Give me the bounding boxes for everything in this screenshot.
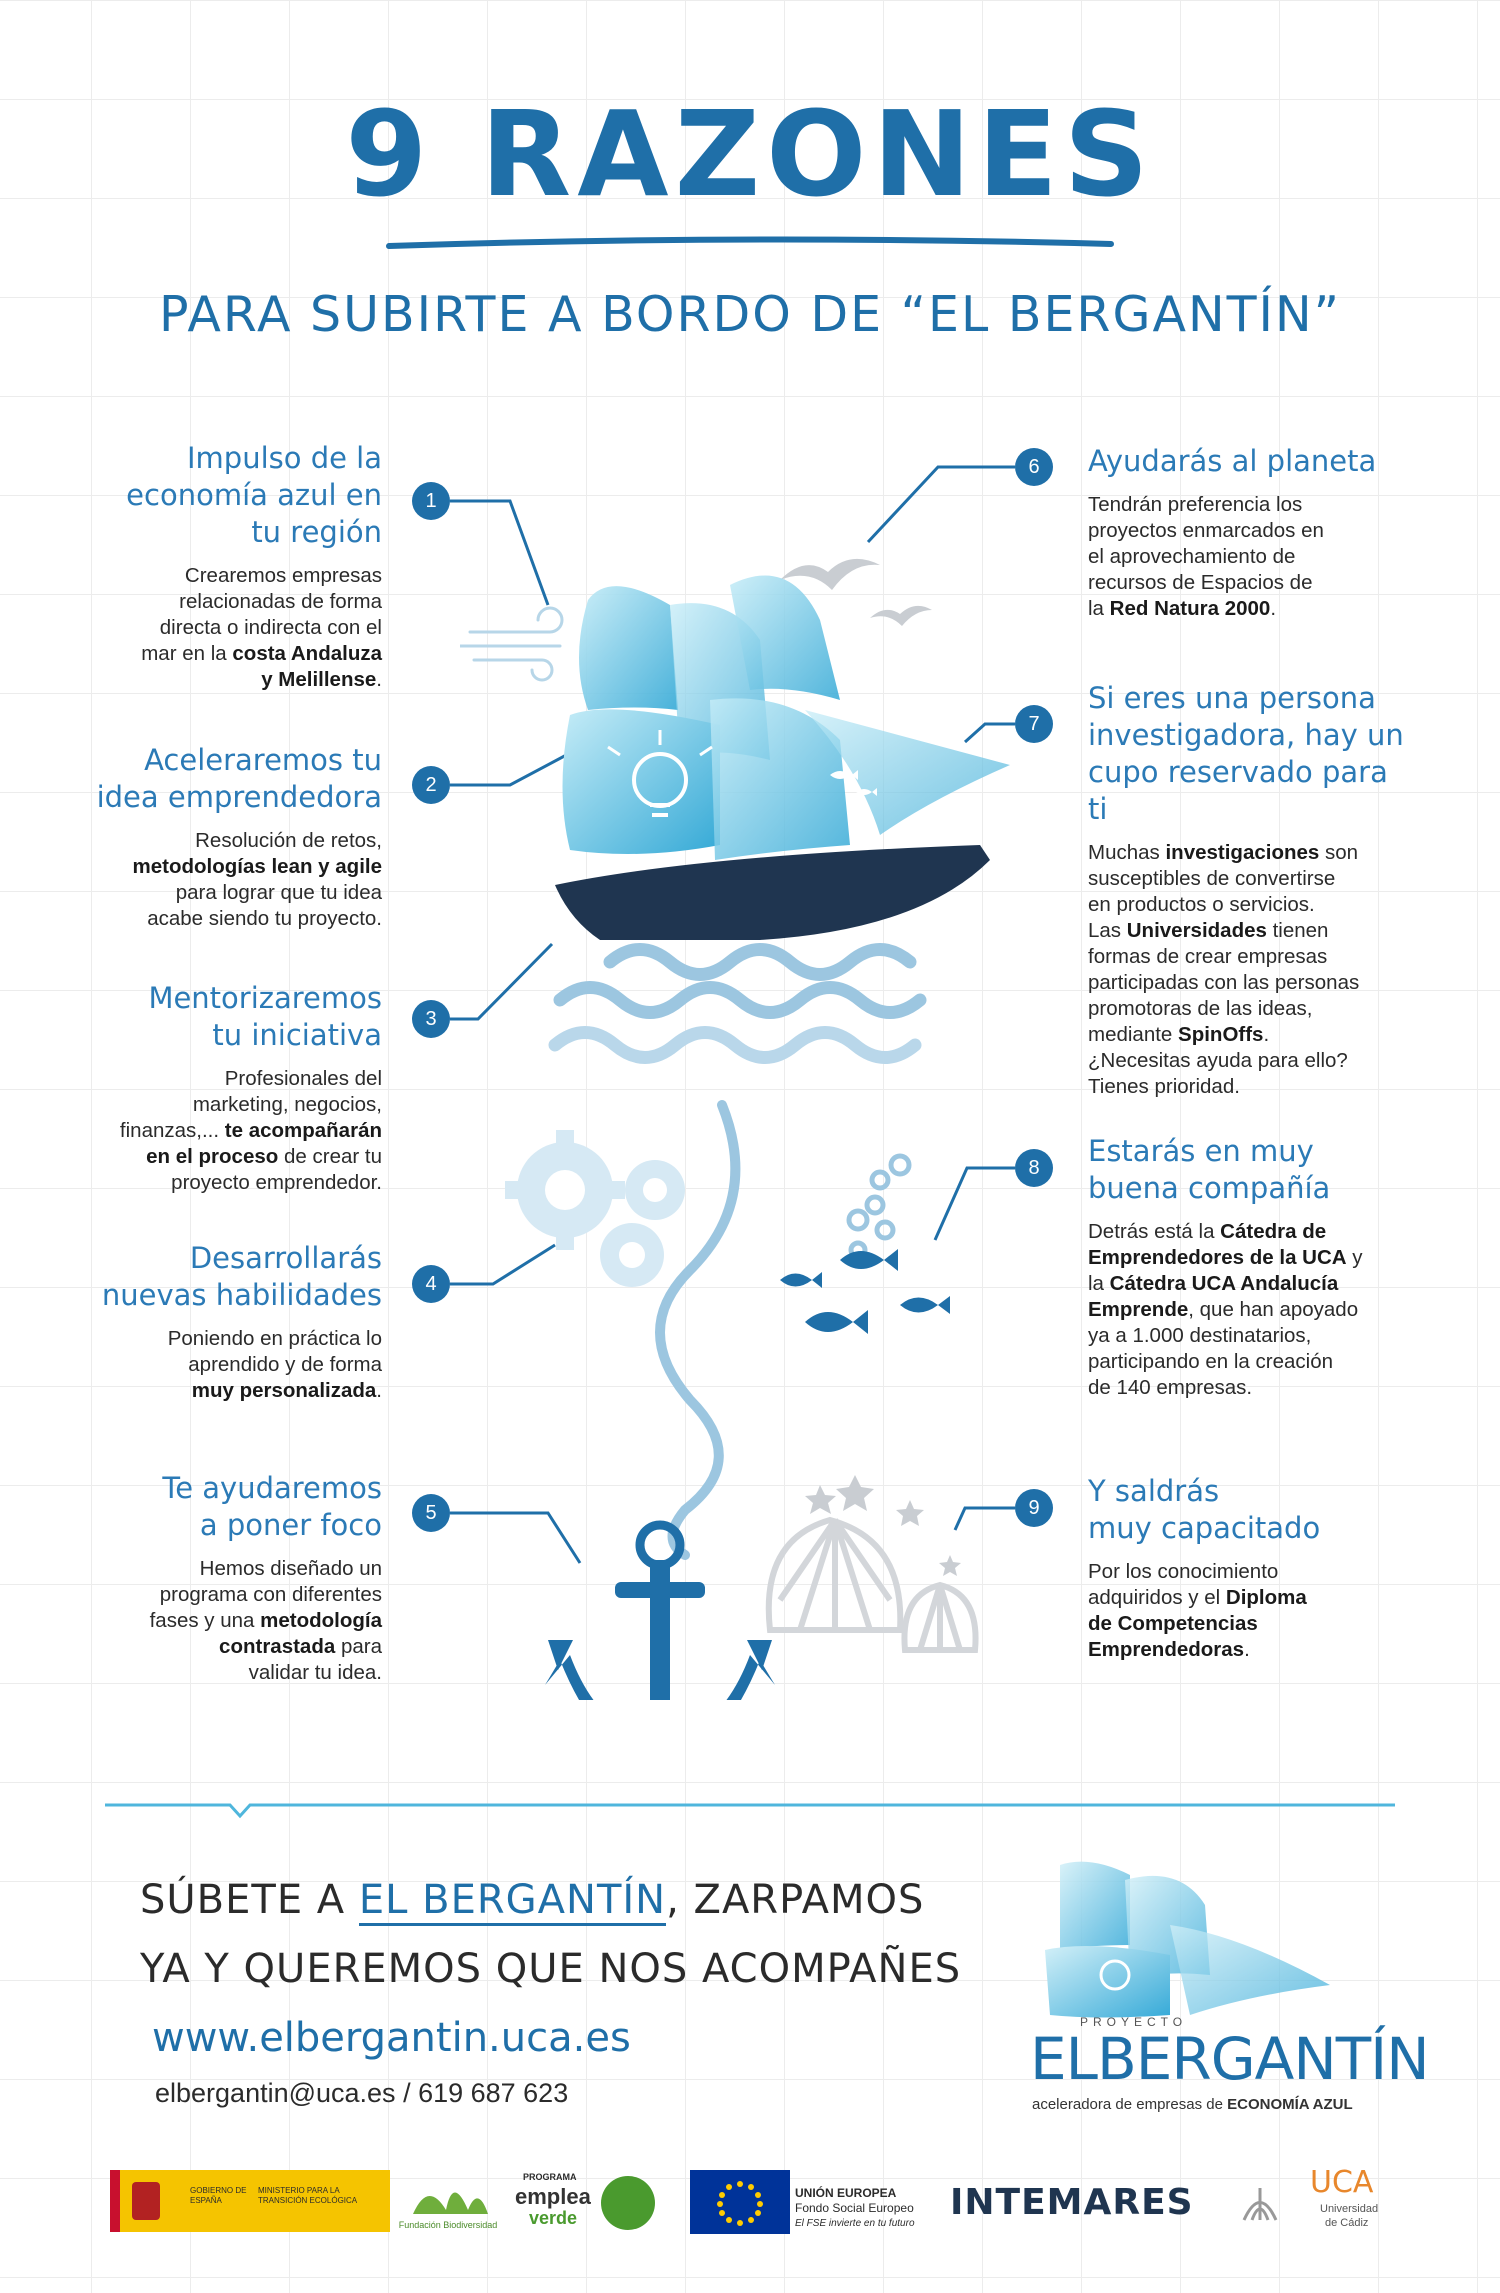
reason-text-line: Detrás está la Cátedra de xyxy=(1088,1220,1327,1243)
reason-text-line: Emprendedores de la UCA y xyxy=(1088,1246,1363,1269)
badge-3: 3 xyxy=(412,1000,450,1038)
reason-text-line: proyectos enmarcados en xyxy=(1088,519,1324,542)
reason-text-line: relacionadas de forma xyxy=(179,590,382,613)
badge-5: 5 xyxy=(412,1494,450,1532)
brand-logo-ship xyxy=(1030,1855,1360,2020)
badge-4: 4 xyxy=(412,1265,450,1303)
reason-title-line: Desarrollarás xyxy=(189,1241,382,1275)
reason-text-line: en el proceso de crear tu xyxy=(146,1145,382,1168)
gears-icon xyxy=(505,1130,685,1287)
logo-ue-tagline: El FSE invierte en tu futuro xyxy=(795,2218,915,2229)
reason-text-line: el aprovechamiento de xyxy=(1088,545,1296,568)
contact-info[interactable]: elbergantin@uca.es / 619 687 623 xyxy=(155,2078,569,2108)
reason-text-line: programa con diferentes xyxy=(159,1583,382,1606)
reason-text-line: la Cátedra UCA Andalucía xyxy=(1088,1272,1339,1295)
logo-uca: UCA xyxy=(1310,2165,1374,2200)
reason-title-line: Ayudarás al planeta xyxy=(1088,444,1377,478)
brand-proyecto: PROYECTO xyxy=(1080,2015,1188,2029)
reason-text-line: Hemos diseñado un xyxy=(199,1557,382,1580)
reason-text-line: Por los conocimiento xyxy=(1088,1560,1279,1583)
reason-text-line: Muchas investigaciones son xyxy=(1088,841,1359,864)
reason-text-line: Resolución de retos, xyxy=(195,829,382,852)
badge-2: 2 xyxy=(412,766,450,804)
logo-gobierno: GOBIERNO DE ESPAÑA MINISTERIO PARA LA TRANSICIÓN ECOLÓGICA xyxy=(110,2170,390,2232)
anchor-icon xyxy=(545,1525,775,1700)
reason-title-line: buena compañía xyxy=(1088,1171,1331,1205)
page-subtitle: PARA SUBIRTE A BORDO DE “EL BERGANTÍN” xyxy=(158,286,1342,343)
reason-text-line: mediante SpinOffs. xyxy=(1088,1023,1270,1046)
reason-title-line: muy capacitado xyxy=(1088,1511,1321,1545)
badge-7: 7 xyxy=(1015,705,1053,743)
reason-text-line: promotoras de las ideas, xyxy=(1088,997,1313,1020)
reason-text-line: contrastada para xyxy=(219,1635,382,1658)
leaf-icon xyxy=(601,2176,655,2230)
reason-title-line: nuevas habilidades xyxy=(101,1278,382,1312)
reason-title-line: Y saldrás xyxy=(1088,1474,1220,1508)
reason-text-line: participando en la creación xyxy=(1088,1350,1334,1373)
reason-title-line: cupo reservado para ti xyxy=(1088,755,1388,826)
logo-ue-subtitle: Fondo Social Europeo xyxy=(795,2201,914,2215)
reason-text-line: para lograr que tu idea xyxy=(175,881,382,904)
reason-title-line: economía azul en xyxy=(126,478,382,512)
reason-title-line: Impulso de la xyxy=(186,441,382,475)
reason-text-line: Crearemos empresas xyxy=(184,564,382,587)
reason-text-line: de 140 empresas. xyxy=(1088,1376,1253,1399)
logo-ue-title: UNIÓN EUROPEA xyxy=(795,2186,897,2200)
reason-text-line: mar en la costa Andaluza xyxy=(141,642,382,665)
reason-title-line: tu región xyxy=(251,515,382,549)
shells-icon xyxy=(769,1520,976,1650)
reason-text-line: Las Universidades tienen xyxy=(1088,919,1329,942)
uca-emblem-icon xyxy=(1240,2180,1280,2225)
badge-6: 6 xyxy=(1015,448,1053,486)
central-illustration xyxy=(460,500,1020,1700)
coat-of-arms-icon xyxy=(132,2182,160,2220)
reason-text-line: y Melillense. xyxy=(261,668,382,691)
brand-name: ELBERGANTÍN xyxy=(1030,2025,1429,2093)
fish-icon xyxy=(780,1249,950,1334)
logo-fundacion-biodiversidad: Fundación Biodiversidad xyxy=(398,2170,498,2232)
ship-icon xyxy=(555,576,1010,940)
reason-title-line: investigadora, hay un xyxy=(1088,718,1404,752)
wind-icon xyxy=(460,608,562,680)
reason-text-line: formas de crear empresas xyxy=(1088,945,1328,968)
footer-divider xyxy=(105,1795,1395,1825)
reason-title-line: Te ayudaremos xyxy=(162,1471,382,1505)
reason-title-line: Si eres una persona xyxy=(1088,681,1376,715)
reason-text-line: ya a 1.000 destinatarios, xyxy=(1088,1324,1312,1347)
reason-text-line: fases y una metodología xyxy=(149,1609,382,1632)
badge-1: 1 xyxy=(412,482,450,520)
reason-text-line: metodologías lean y agile xyxy=(132,855,382,878)
reason-text-line: ¿Necesitas ayuda para ello? xyxy=(1088,1049,1348,1072)
footer-headline-1: SÚBETE A EL BERGANTÍN, ZARPAMOS xyxy=(140,1880,924,1920)
reason-text-line: acabe siendo tu proyecto. xyxy=(147,907,382,930)
logo-uca-sub1: Universidad xyxy=(1320,2203,1379,2215)
reason-text-line: Tendrán preferencia los xyxy=(1088,493,1303,516)
reason-text-line: muy personalizada. xyxy=(191,1379,382,1402)
badge-8: 8 xyxy=(1015,1149,1053,1187)
reason-title-line: a poner foco xyxy=(199,1508,382,1542)
reason-text-line: en productos o servicios. xyxy=(1088,893,1315,916)
bubbles-icon xyxy=(849,1156,909,1257)
brand-tagline: aceleradora de empresas de ECONOMÍA AZUL xyxy=(1032,2096,1353,2113)
reason-text-line: marketing, negocios, xyxy=(192,1093,382,1116)
reason-text-line: proyecto emprendedor. xyxy=(171,1171,382,1194)
reason-text-line: adquiridos y el Diploma xyxy=(1088,1586,1307,1609)
reason-text-line: Profesionales del xyxy=(224,1067,382,1090)
reason-text-line: participadas con las personas xyxy=(1088,971,1360,994)
logo-intemares: INTEMARES xyxy=(950,2182,1194,2223)
reason-text-line: de Competencias xyxy=(1088,1612,1258,1635)
reason-text-line: recursos de Espacios de xyxy=(1088,571,1313,594)
footer-highlight: EL BERGANTÍN xyxy=(359,1877,666,1926)
reason-text-line: directa o indirecta con el xyxy=(159,616,382,639)
reason-title-line: Aceleraremos tu xyxy=(144,743,382,777)
logo-uca-sub2: de Cádiz xyxy=(1325,2217,1369,2229)
eu-flag-icon xyxy=(690,2170,790,2234)
reason-text-line: Emprendedoras. xyxy=(1088,1638,1250,1661)
reason-text-line: susceptibles de convertirse xyxy=(1088,867,1336,890)
reason-text-line: aprendido y de forma xyxy=(188,1353,382,1376)
reason-text-line: la Red Natura 2000. xyxy=(1088,597,1277,620)
reason-title-line: idea emprendedora xyxy=(96,780,382,814)
logo-emplea-verde: PROGRAMA emplea verde xyxy=(515,2172,665,2232)
reason-title-line: Mentorizaremos xyxy=(148,981,382,1015)
reason-text-line: Emprende, que han apoyado xyxy=(1088,1298,1359,1321)
grass-icon xyxy=(398,2170,498,2216)
reason-text-line: Poniendo en práctica lo xyxy=(167,1327,382,1350)
reason-title-line: Estarás en muy xyxy=(1088,1134,1314,1168)
reason-text-line: validar tu idea. xyxy=(248,1661,382,1684)
reason-text-line: finanzas,... te acompañarán xyxy=(119,1119,382,1142)
badge-9: 9 xyxy=(1015,1489,1053,1527)
website-link[interactable]: www.elbergantin.uca.es xyxy=(152,2015,631,2061)
footer-headline-2: YA Y QUEREMOS QUE NOS ACOMPAÑES xyxy=(140,1946,962,1992)
waves-icon xyxy=(555,950,920,1058)
page-title: 9 RAZONES xyxy=(345,85,1155,223)
reason-text-line: Tienes prioridad. xyxy=(1088,1075,1240,1098)
reason-title-line: tu iniciativa xyxy=(212,1018,382,1052)
